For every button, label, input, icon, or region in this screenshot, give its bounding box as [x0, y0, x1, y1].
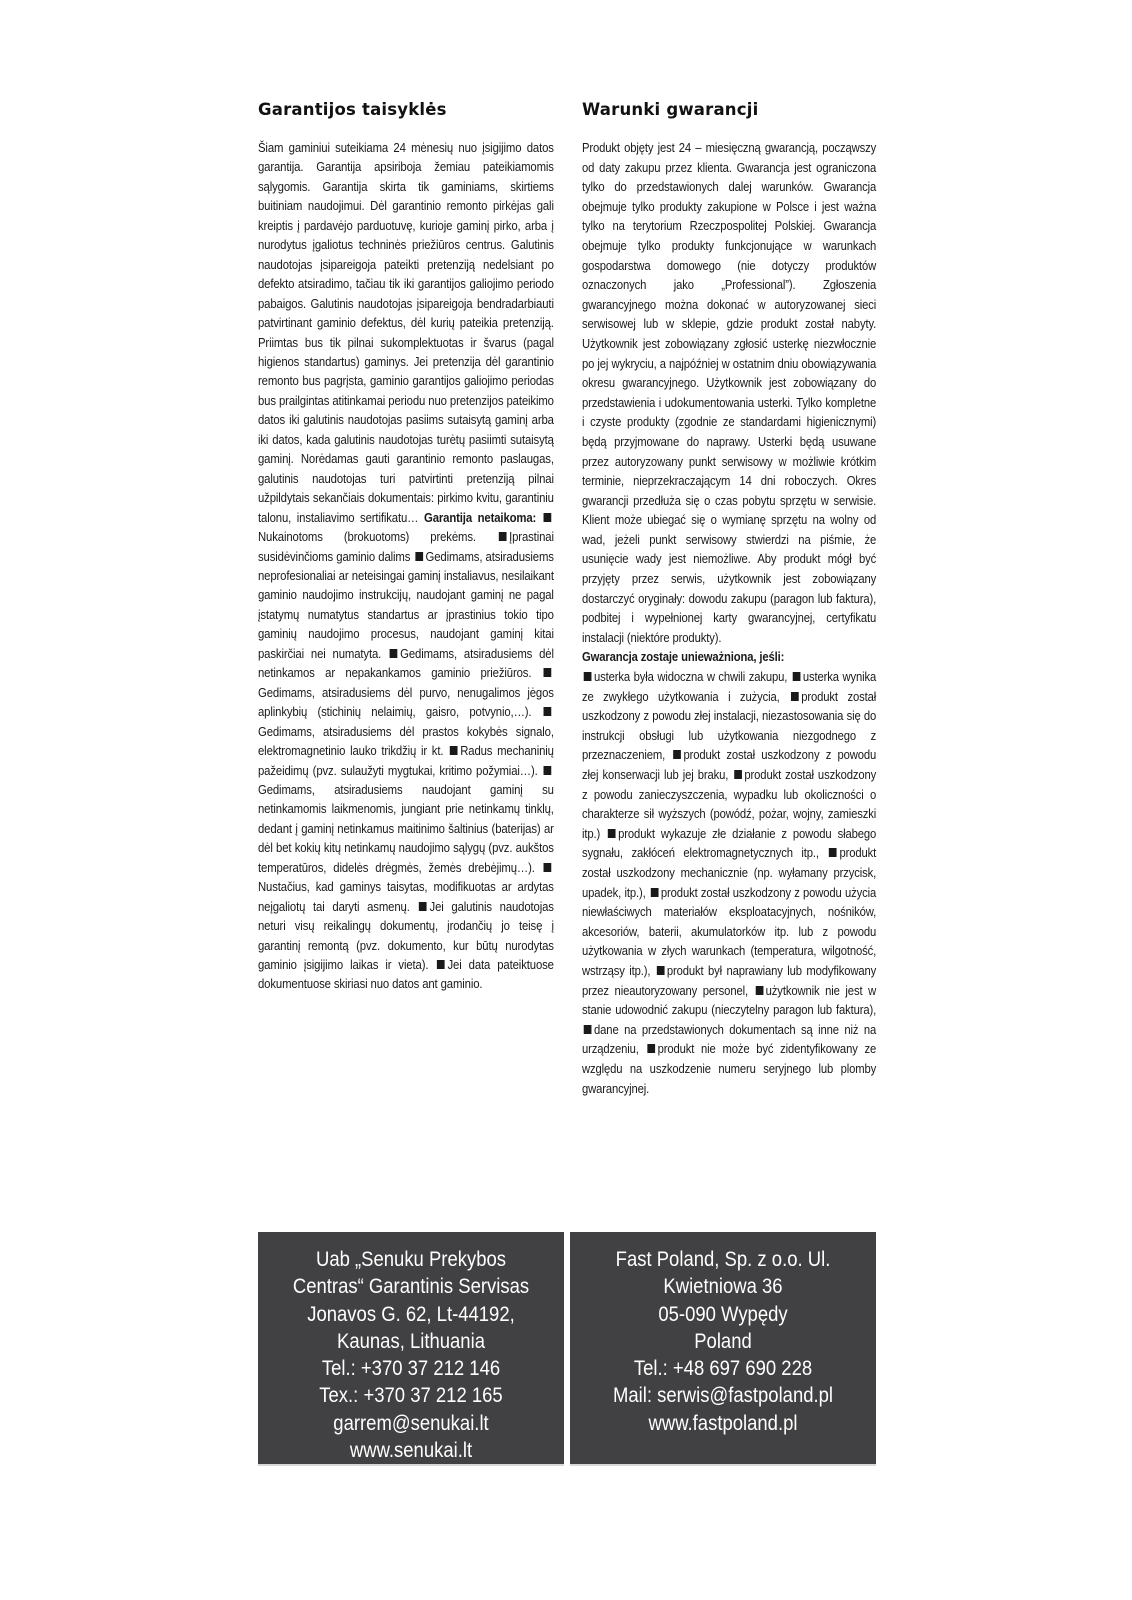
- lt-company-line: Uab „Senuku Prekybos: [315, 1248, 507, 1271]
- bullet-square-icon: [647, 1044, 655, 1053]
- bullet-square-icon: [608, 829, 616, 838]
- lithuanian-exclusion-item: Gedimams, atsiradusiems neprofesionaliai ar neteisingai gaminį instaliavus, nesilaikant gaminio naudojimo instrukcijų, naudojant gaminį ne pagal įstatymų numatytus standartus ar įprastinius tokio tipo gaminių naudojimo procesus, naudojant gaminį kitai paskirčiai nei numatyta.: [258, 548, 554, 661]
- lithuanian-warranty-column: [258, 100, 554, 994]
- bullet-square-icon: [544, 668, 552, 677]
- lithuanian-exclusion-item: Įprastinai susidėvinčioms gaminio dalims: [258, 529, 554, 564]
- pl-email: Mail: serwis@fastpoland.pl: [612, 1384, 834, 1408]
- polish-void-item: użytkownik nie jest w stanie udowodnić zakupu (nieczytelny paragon lub faktura),: [582, 982, 877, 1018]
- polish-warranty-title: Warunki gwarancji: [582, 100, 759, 119]
- bullet-square-icon: [651, 888, 659, 897]
- bullet-square-icon: [673, 750, 681, 759]
- polish-void-item: produkt został uszkodzony z powodu złej konserwacji lub jej braku,: [582, 747, 877, 782]
- polish-void-item: produkt został uszkodzony z powodu złej instalacji, niezastosowania się do instrukcji obsługi lub użytkowania niezgodnego z przeznaczeniem,: [582, 688, 877, 763]
- bullet-square-icon: [415, 552, 423, 561]
- bullet-square-icon: [829, 848, 837, 857]
- lithuanian-warranty-text: [258, 138, 554, 994]
- pl-address-line: Kwietniowa 36: [663, 1275, 783, 1299]
- bullet-square-icon: [791, 692, 799, 701]
- bullet-square-icon: [584, 672, 592, 681]
- bullet-square-icon: [450, 746, 458, 755]
- polish-void-item: produkt wykazuje złe działanie z powodu słabego sygnału, zakłóceń elektromagnetycznych itp.,: [582, 825, 877, 861]
- polish-void-item: produkt został uszkodzony z powodu użycia niewłaściwych materiałów eksploatacyjnych, nośników, akcesoriów, baterii, akumulatorków itp. lub z powodu użytkowania w złych warunkach (temperatura, wilgotność, wstrząsy itp.),: [582, 884, 877, 978]
- lithuanian-warranty-intro: Šiam gaminiui suteikiama 24 mėnesių nuo įsigijimo datos garantija. Garantija apsiriboja žemiau pateikiamomis sąlygomis. Garantija skirta tik gaminiams, skirtiems buitiniam naudojimui. Dėl garantinio remonto pirkėjas gali kreiptis į pardavėjo parduotuvę, kurioje gaminį pirko, arba į nurodytus įgaliotus techninės priežiūros centrus. Galutinis naudotojas įsipareigoja pateikti pretenziją nedelsiant po defekto atsiradimo, tačiau tik iki garantijos galiojimo periodo pabaigos. Galutinis naudotojas įsipareigoja bendradarbiauti patvirtinant gaminio defektus, dėl kurių pateikia pretenziją. Priimtas bus tik pilnai sukomplektuotas ir švarus (pagal higienos standartus) gaminys. Jei pretenzija dėl garantinio remonto bus pagrįsta, gaminio garantijos galiojimo periodas bus prailgintas atitinkamai periodu nuo pretenzijos pateikimo datos iki galutinis naudotojas pasiims sutaisytą gaminį arba iki datos, kada galutinis naudotojas turėtų pasiimti sutaisytą gaminį. Norėdamas gauti garantinio remonto paslaugas, galutinis naudotojas turi patvirtinti pretenziją pilnai užpildytais sekančiais dokumentais: pirkimo kvitu, garantiniu talonu, instaliavimo sertifikatu…: [258, 140, 554, 525]
- polish-void-item: produkt był naprawiany lub modyfikowany przez nieautoryzowany personel,: [582, 962, 877, 998]
- bullet-square-icon: [584, 1025, 592, 1034]
- lithuanian-exclusion-item: Radus mechaninių pažeidimų (pvz. sulaužyti mygtukai, kritimo požymiai…).: [258, 743, 554, 778]
- lithuanian-exclusion-item: Gedimams, atsiradusiems dėl prastos kokybės signalo, elektromagnetinio lauko trikdžių ir kt.: [258, 723, 554, 759]
- pl-country: Poland: [694, 1329, 752, 1353]
- polish-void-item: produkt został uszkodzony mechanicznie (np. wyłamany przycisk, upadek, itp.),: [582, 845, 877, 900]
- lt-fax: Tex.: +370 37 212 165: [319, 1384, 503, 1408]
- lithuanian-exclusion-item: Jei galutinis naudotojas neturi visų reikalingų dokumentų, įrodančių jo teisę į garantinį remontą (pvz. dokumento, kur būtų nurodytas gaminio įsigijimo laikas ir vieta).: [258, 898, 554, 973]
- polish-void-item: usterka była widoczna w chwili zakupu,: [594, 669, 788, 685]
- bullet-square-icon: [419, 902, 427, 911]
- bullet-square-icon: [734, 770, 742, 779]
- bullet-square-icon: [437, 960, 445, 969]
- polish-warranty-column: [582, 100, 876, 1098]
- lithuanian-exclusions-label: Garantija netaikoma:: [424, 509, 537, 525]
- polish-warranty-intro: Produkt objęty jest 24 – miesięczną gwarancją, począwszy od daty zakupu przez klienta. Gwarancja jest ograniczona tylko do przedstawionych dalej warunków. Gwarancja obejmuje tylko produkty zakupione w Polsce i jest ważna tylko na terytorium Rzeczpospolitej Polskiej. Gwarancja obejmuje tylko produkty funkcjonujące w warunkach gospodarstwa domowego (nie dotyczy produktów oznaczonych jako „Professional”). Zgłoszenia gwarancyjnego można dokonać w autoryzowanej sieci serwisowej lub w sklepie, gdzie produkt został nabyty. Użytkownik jest zobowiązany zgłosić usterkę niezwłocznie po jej wykryciu, a najpóźniej w ostatnim dniu obowiązywania okresu gwarancyjnego. Użytkownik jest zobowiązany do przedstawienia i udokumentowania usterki. Tylko kompletne i czyste produkty (zgodnie ze standardami higienicznymi) będą przyjmowane do naprawy. Usterki będą usuwane przez autoryzowany punkt serwisowy w możliwie krótkim terminie, nieprzekraczającym 14 dni roboczych. Okres gwarancji przedłuża się o czas pobytu sprzętu w serwisie. Klient może ubiegać się o wymianę sprzętu na wolny od wad, jeżeli punkt serwisowy stwierdzi na piśmie, że usunięcie wady jest niemożliwe. Aby produkt mógł być przyjęty przez serwis, użytkownik jest zobowiązany dostarczyć oryginały: dowodu zakupu (paragon lub faktura), podbitej i wypełnionej karty gwarancyjnej, certyfikatu instalacji (niektóre produkty).: [582, 140, 877, 645]
- lithuanian-exclusion-item: Gedimams, atsiradusiems naudojant gaminį su netinkamomis laikmenomis, jungiant prie netinkamų tinklų, dedant į gaminį netinkamus maitinimo šaltinius (baterijas) ar dėl bet kokių kitų netinkamų naudojimo sąlygų (pvz. aukštos temperatūros, didelės drėgmės, žemės drebėjimų…).: [258, 781, 554, 875]
- bullet-square-icon: [755, 986, 763, 995]
- bullet-square-icon: [793, 672, 801, 681]
- lt-phone: Tel.: +370 37 212 146: [321, 1357, 501, 1381]
- lt-website: www.senukai.lt: [349, 1439, 473, 1463]
- pl-website: www.fastpoland.pl: [648, 1411, 798, 1435]
- bullet-square-icon: [544, 766, 552, 775]
- lt-address-line: Kaunas, Lithuania: [337, 1329, 485, 1353]
- bullet-square-icon: [544, 707, 552, 716]
- pl-address-line: 05-090 Wypędy: [658, 1302, 788, 1326]
- lithuanian-service-contact-box: [258, 1232, 564, 1466]
- lithuanian-exclusion-item: Gedimams, atsiradusiems dėl purvo, nenugalimos jėgos aplinkybių (stichinių nelaimių, gaisro, potvynio,…).: [258, 684, 554, 720]
- lithuanian-exclusion-item: Jei data pateiktuose dokumentuose skiriasi nuo datos ant gaminio.: [258, 957, 554, 992]
- lt-address-line: Jonavos G. 62, Lt-44192,: [307, 1302, 515, 1326]
- polish-void-item: dane na przedstawionych dokumentach są inne niż na urządzeniu,: [582, 1021, 877, 1057]
- pl-phone: Tel.: +48 697 690 228: [633, 1357, 813, 1381]
- polish-service-contact-box: [570, 1232, 876, 1466]
- bullet-square-icon: [390, 649, 398, 658]
- lithuanian-exclusion-item: Nustačius, kad gaminys taisytas, modifikuotas ar ardytas neįgaliotų tai daryti asmenų.: [258, 879, 554, 914]
- polish-void-item: produkt nie może być zidentyfikowany ze względu na uszkodzenie numeru seryjnego lub plomby gwarancyjnej.: [582, 1041, 877, 1096]
- polish-void-item: produkt został uszkodzony z powodu zanieczyszczenia, wypadku lub okoliczności o charakterze sił wyższych (powódź, pożar, wojny, zamieszki itp.): [582, 767, 877, 841]
- lithuanian-exclusion-item: Gedimams, atsiradusiems dėl netinkamos ar nepakankamos gaminio priežiūros.: [258, 645, 554, 681]
- polish-void-label: Gwarancja zostaje unieważniona, jeśli:: [582, 649, 785, 665]
- polish-void-item: usterka wynika ze zwykłego użytkowania i zużycia,: [582, 669, 877, 704]
- lt-company-line: Centras“ Garantinis Servisas: [292, 1275, 530, 1299]
- lithuanian-warranty-title: Garantijos taisyklės: [258, 100, 447, 119]
- lt-email: garrem@senukai.lt: [333, 1411, 489, 1435]
- bullet-square-icon: [657, 966, 665, 975]
- bullet-square-icon: [544, 863, 552, 872]
- bullet-square-icon: [499, 532, 507, 541]
- bullet-square-icon: [544, 513, 552, 522]
- polish-warranty-text: [582, 138, 876, 1098]
- pl-company-line: Fast Poland, Sp. z o.o. Ul.: [615, 1248, 831, 1271]
- lithuanian-exclusion-item: Nukainotoms (brokuotoms) prekėms.: [258, 529, 476, 545]
